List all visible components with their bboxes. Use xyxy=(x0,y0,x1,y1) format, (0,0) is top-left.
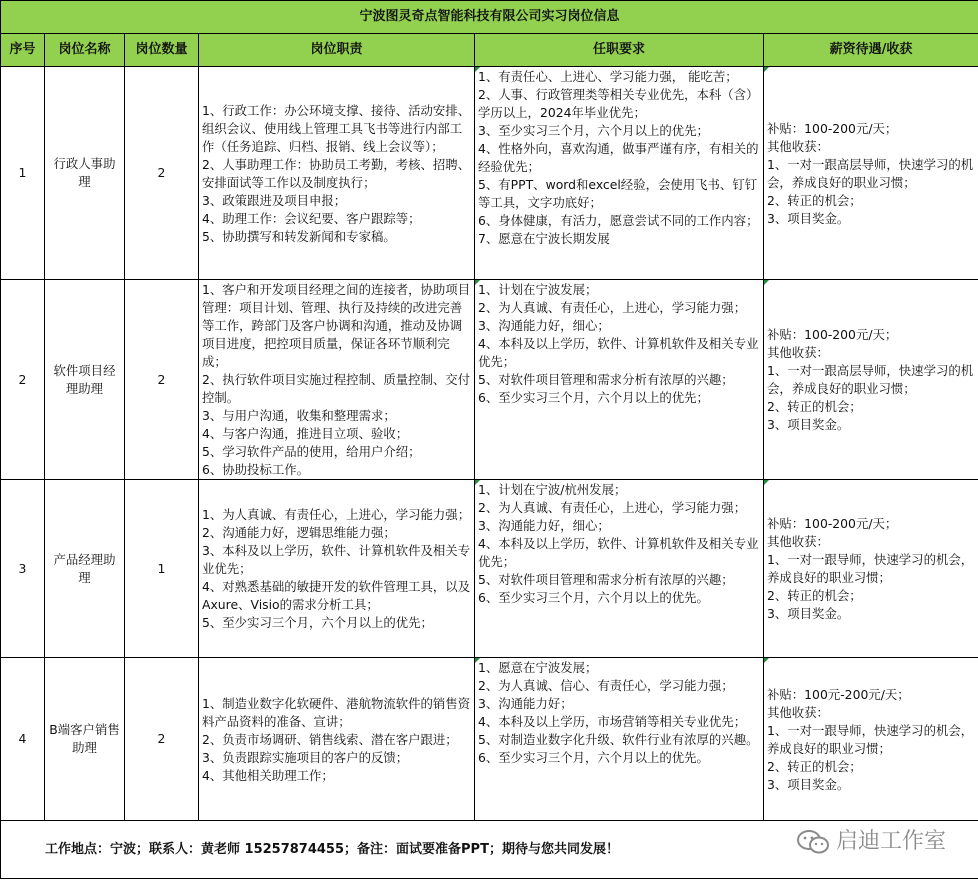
benefits-line: 3、项目奖金。 xyxy=(767,417,850,432)
benefits-line: 2、转正的机会； xyxy=(767,588,862,603)
requirements-line: 4、本科及以上学历，软件、计算机软件及相关专业优先； xyxy=(478,336,759,369)
benefits-line: 2、转正的机会； xyxy=(767,399,862,414)
benefits-line: 其他收获： xyxy=(767,534,829,549)
benefits-line: 1、一对一跟导师，快速学习的机会，养成良好的职业习惯； xyxy=(767,722,974,756)
benefits-line: 补贴：100-200元/天； xyxy=(767,327,898,342)
table-body xyxy=(1,67,978,821)
benefits-line: 其他收获： xyxy=(767,345,829,360)
duties-line: 2、沟通能力好，逻辑思维能力强； xyxy=(202,525,396,540)
duties-line: 3、本科及以上学历，软件、计算机软件及相关专业优先； xyxy=(202,543,471,576)
position-count: 2 xyxy=(125,658,199,821)
requirements-line: 5、有PPT、word和excel经验，会使用飞书、钉钉等工具，文字功底好； xyxy=(478,177,758,210)
table-row xyxy=(1,280,978,480)
table-row xyxy=(1,658,978,821)
duties-line: 2、负责市场调研、销售线索、潜在客户跟进； xyxy=(202,731,458,747)
requirements-line: 2、为人真诚、有责任心，上进心，学习能力强； xyxy=(478,500,747,515)
benefits-line: 1、一对一跟导师，快速学习的机会，养成良好的职业习惯； xyxy=(767,552,974,585)
requirements-cell xyxy=(475,658,764,821)
duties-line: 1、为人真诚、有责任心，上进心，学习能力强； xyxy=(202,507,471,522)
row-number: 1 xyxy=(1,67,45,280)
duties-line: 4、助理工作：会议纪要、客户跟踪等； xyxy=(202,210,421,226)
watermark xyxy=(796,829,946,855)
duties-line: 1、客户和开发项目经理之间的连接者，协助项目管理：项目计划、管理、执行及持续的改进完善等工作，跨部门及客户协调和沟通，推动及协调项目进度，把控项目质量，保证各环节顺利完成； xyxy=(202,282,471,369)
benefits-line: 2、转正的机会； xyxy=(767,758,862,774)
requirements-line: 3、至少实习三个月，六个月以上的优先； xyxy=(478,123,709,138)
requirements-line: 4、本科及以上学历，市场营销等相关专业优先； xyxy=(478,714,747,729)
duties-line: 5、协助撰写和转发新闻和专家稿。 xyxy=(202,228,396,244)
footer-row xyxy=(1,821,978,879)
position-count: 2 xyxy=(125,67,199,280)
requirements-line: 1、有责任心、上进心、学习能力强， 能吃苦； xyxy=(478,69,738,84)
requirements-cell xyxy=(475,67,764,280)
requirements-line: 6、身体健康，有活力，愿意尝试不同的工作内容； xyxy=(478,213,759,228)
position-name: B端客户销售助理 xyxy=(45,658,125,821)
benefits-line: 补贴：100元-200元/天； xyxy=(767,686,910,702)
row-number: 3 xyxy=(1,480,45,658)
benefits-line: 1、一对一跟高层导师，快速学习的机会，养成良好的职业习惯； xyxy=(767,156,974,190)
position-name: 软件项目经理助理 xyxy=(45,280,125,480)
benefits-cell xyxy=(764,67,978,280)
row-number: 4 xyxy=(1,658,45,821)
table-row xyxy=(1,67,978,280)
duties-cell xyxy=(199,658,475,821)
sheet-title: 宁波图灵奇点智能科技有限公司实习岗位信息 xyxy=(1,1,978,34)
requirements-line: 2、人事、行政管理类等相关专业优先，本科（含）学历以上，2024年毕业优先； xyxy=(478,87,759,120)
duties-line: 4、其他相关助理工作； xyxy=(202,767,334,783)
header-count: 岗位数量 xyxy=(125,34,199,67)
benefits-line: 3、项目奖金。 xyxy=(767,776,850,792)
position-count: 2 xyxy=(125,280,199,480)
header-requirements: 任职要求 xyxy=(475,34,764,67)
benefits-cell xyxy=(764,280,978,480)
duties-line: 3、政策跟进及项目申报； xyxy=(202,192,347,208)
header-row xyxy=(1,34,978,67)
header-no: 序号 xyxy=(1,34,45,67)
benefits-cell xyxy=(764,658,978,821)
duties-line: 1、行政工作：办公环境支撑、接待、活动安排、组织会议、使用线上管理工具飞书等进行内部工作（任务追踪、归档、报销、线上会议等）； xyxy=(202,102,471,154)
duties-line: 3、与用户沟通，收集和整理需求； xyxy=(202,408,396,423)
benefits-line: 3、项目奖金。 xyxy=(767,210,850,226)
header-position: 岗位名称 xyxy=(45,34,125,67)
requirements-line: 6、至少实习三个月，六个月以上的优先。 xyxy=(478,590,709,605)
position-name: 产品经理助理 xyxy=(45,480,125,658)
duties-line: 5、至少实习三个月，六个月以上的优先； xyxy=(202,615,433,630)
requirements-line: 1、计划在宁波/杭州发展； xyxy=(478,482,627,497)
benefits-line: 2、转正的机会； xyxy=(767,192,862,208)
requirements-line: 3、沟通能力好； xyxy=(478,696,573,711)
benefits-cell xyxy=(764,480,978,658)
requirements-cell xyxy=(475,280,764,480)
position-name: 行政人事助理 xyxy=(45,67,125,280)
duties-line: 1、制造业数字化软硬件、港航物流软件的销售资料产品资料的准备、宣讲； xyxy=(202,695,471,729)
benefits-line: 补贴：100-200元/天； xyxy=(767,120,898,136)
benefits-line: 其他收获： xyxy=(767,138,829,154)
requirements-line: 1、愿意在宁波发展； xyxy=(478,660,598,675)
requirements-line: 4、本科及以上学历，软件、计算机软件及相关专业优先； xyxy=(478,536,759,569)
duties-line: 2、执行软件项目实施过程控制、质量控制、交付控制。 xyxy=(202,372,471,405)
requirements-cell xyxy=(475,480,764,658)
duties-line: 5、学习软件产品的使用，给用户介绍； xyxy=(202,444,421,459)
header-duties: 岗位职责 xyxy=(199,34,475,67)
header-benefits: 薪资待遇/收获 xyxy=(764,34,978,67)
requirements-line: 7、愿意在宁波长期发展 xyxy=(478,231,610,246)
requirements-line: 5、对软件项目管理和需求分析有浓厚的兴趣； xyxy=(478,372,734,387)
requirements-line: 6、至少实习三个月，六个月以上的优先； xyxy=(478,390,709,405)
requirements-line: 4、性格外向，喜欢沟通，做事严谨有序，有相关的经验优先； xyxy=(478,141,759,174)
benefits-line: 补贴：100-200元/天； xyxy=(767,516,898,531)
position-count: 1 xyxy=(125,480,199,658)
requirements-line: 5、对制造业数字化升级、软件行业有浓厚的兴趣。 xyxy=(478,732,759,747)
duties-line: 4、与客户沟通，推进目立项、验收； xyxy=(202,426,409,441)
duties-line: 3、负责跟踪实施项目的客户的反馈； xyxy=(202,749,409,765)
requirements-line: 3、沟通能力好，细心； xyxy=(478,518,610,533)
benefits-line: 其他收获： xyxy=(767,704,829,720)
footer-cell xyxy=(1,821,978,879)
requirements-line: 1、计划在宁波发展； xyxy=(478,282,598,297)
benefits-line: 3、项目奖金。 xyxy=(767,606,850,621)
footer-text: 工作地点：宁波；联系人：黄老师 15257874455；备注：面试要准备PPT；期待与您共同发展！ xyxy=(45,841,619,857)
benefits-line: 1、一对一跟高层导师，快速学习的机会，养成良好的职业习惯； xyxy=(767,363,974,396)
requirements-line: 5、对软件项目管理和需求分析有浓厚的兴趣； xyxy=(478,572,734,587)
watermark-text: 启迪工作室 xyxy=(836,829,947,854)
duties-cell xyxy=(199,480,475,658)
requirements-line: 2、为人真诚、信心、有责任心，学习能力强； xyxy=(478,678,734,693)
table-row xyxy=(1,480,978,658)
duties-line: 2、人事助理工作：协助员工考勤，考核、招聘、安排面试等工作以及制度执行； xyxy=(202,156,471,190)
duties-cell xyxy=(199,280,475,480)
duties-cell xyxy=(199,67,475,280)
title-row xyxy=(1,1,978,34)
duties-line: 4、对熟悉基础的敏捷开发的软件管理工具，以及Axure、Visio的需求分析工具； xyxy=(202,579,471,612)
row-number: 2 xyxy=(1,280,45,480)
requirements-line: 6、至少实习三个月，六个月以上的优先。 xyxy=(478,750,709,765)
requirements-line: 3、沟通能力好，细心； xyxy=(478,318,610,333)
requirements-line: 2、为人真诚、有责任心，上进心，学习能力强； xyxy=(478,300,747,315)
wechat-icon xyxy=(796,829,830,855)
duties-line: 6、协助投标工作。 xyxy=(202,462,310,477)
